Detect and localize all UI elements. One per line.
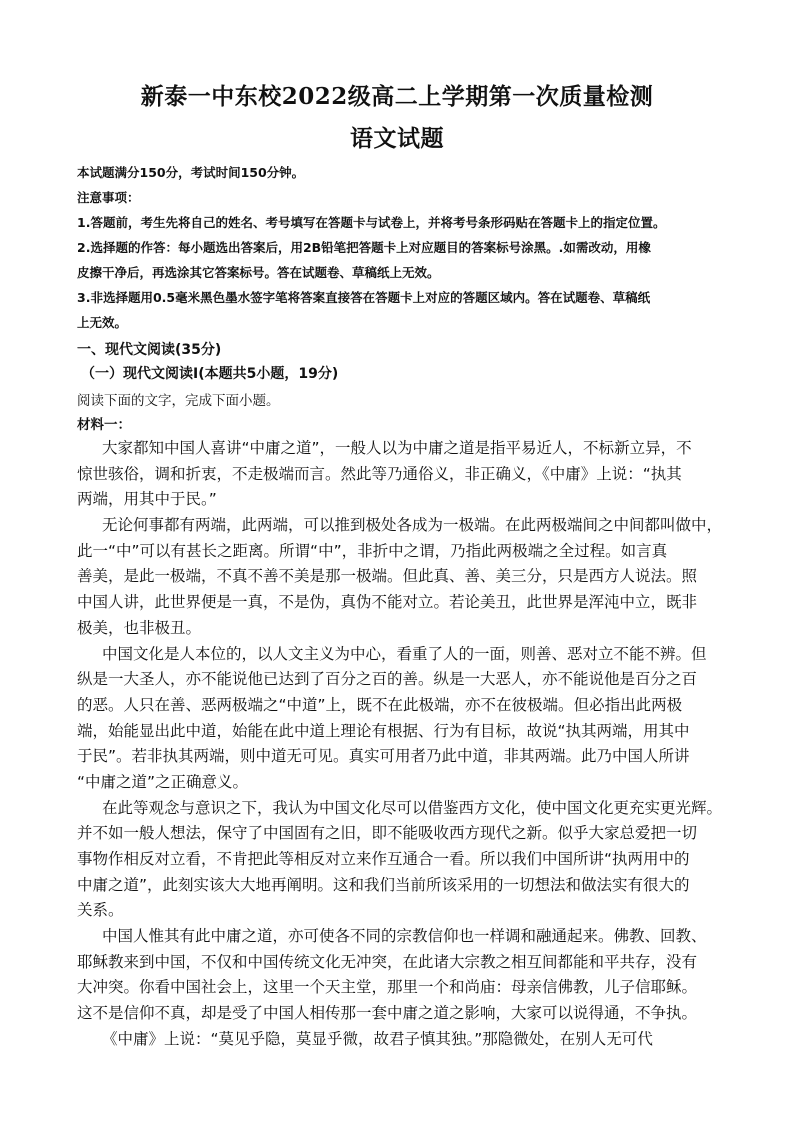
passage-line: 耶稣教来到中国，不仅和中国传统文化无冲突，在此诸大宗教之相互间都能和平共存，没有 <box>77 952 698 971</box>
note-line: 本试题满分150分，考试时间150分钟。 <box>77 165 305 180</box>
subsection-heading: （一）现代文阅读Ⅰ(本题共5小题，19分) <box>81 366 339 382</box>
passage-line: 的恶。人只在善、恶两极端之“中道”上，既不在此极端，亦不在彼极端。但必指出此两极 <box>77 695 683 714</box>
passage-line: 此一“中”可以有甚长之距离。所谓“中”，非折中之谓，乃指此两极端之全过程。如言真 <box>77 541 668 560</box>
note-line: 3.非选择题用0.5毫米黑色墨水签字笔将答案直接答在答题卡上对应的答题区域内。答在试题卷、草稿纸 <box>77 290 651 305</box>
passage-line: 中国人惟其有此中庸之道，亦可使各不同的宗教信仰也一样调和融通起来。佛教、回教、 <box>102 927 707 946</box>
note-line: 1.答题前，考生先将自己的姓名、考号填写在答题卡与试卷上，并将考号条形码贴在答题卡上的指定位置。 <box>77 215 666 230</box>
passage-line: 大家都知中国人喜讲“中庸之道”，一般人以为中庸之道是指平易近人，不标新立异，不 <box>102 439 692 457</box>
exam-subtitle: 语文试题 <box>350 125 444 152</box>
passage-line: “中庸之道”之正确意义。 <box>77 772 249 791</box>
note-line: 皮擦干净后，再选涂其它答案标号。答在试题卷、草稿纸上无效。 <box>77 265 440 280</box>
passage-line: 无论何事都有两端，此两端，可以推到极处各成为一极端。在此两极端间之中间都叫做中， <box>102 516 723 535</box>
passage-line: 并不如一般人想法，保守了中国固有之旧，即不能吸收西方现代之新。似乎大家总爱把一切 <box>77 824 698 843</box>
passage-line: 事物作相反对立看，不肯把此等相反对立来作互通合一看。所以我们中国所讲“执两用中的 <box>77 850 690 868</box>
note-line: 注意事项： <box>77 190 140 205</box>
passage-line: 中庸之道”，此刻实该大大地再阐明。这和我们当前所该采用的一切想法和做法实有很大的 <box>77 875 690 894</box>
passage-line: 中国文化是人本位的，以人文主义为中心，看重了人的一面，则善、恶对立不能不辨。但 <box>102 644 707 663</box>
exam-title: 新泰一中东校2022级高二上学期第一次质量检测 <box>140 83 654 110</box>
passage-line: 关系。 <box>77 901 124 920</box>
section-heading: 一、现代文阅读(35分) <box>77 342 222 358</box>
passage-line: 大冲突。你看中国社会上，这里一个天主堂，那里一个和尚庙：母亲信佛教，儿子信耶稣。 <box>77 978 698 997</box>
reading-passage <box>77 436 725 1053</box>
reading-instruction: 阅读下面的文字，完成下面小题。 <box>77 393 280 409</box>
passage-line: 于民”。若非执其两端，则中道无可见。真实可用者乃此中道，非其两端。此乃中国人所讲 <box>77 747 690 766</box>
material-label: 材料一： <box>77 417 131 433</box>
note-line: 2.选择题的作答：每小题选出答案后，用2B铅笔把答题卡上对应题目的答案标号涂黑。.如需改动，用橡 <box>77 240 651 255</box>
exam-notes <box>77 160 725 335</box>
passage-line: 善美，是此一极端，不真不善不美是那一极端。但此真、善、美三分，只是西方人说法。照 <box>77 567 698 586</box>
passage-line: 端，始能显出此中道，始能在此中道上理论有根据、行为有目标，故说“执其两端，用其中 <box>77 721 690 740</box>
passage-line: 中国人讲，此世界便是一真，不是伪，真伪不能对立。若论美丑，此世界是浑沌中立，既非 <box>77 593 698 612</box>
passage-line: 两端，用其中于民。” <box>77 490 217 509</box>
passage-line: 惊世骇俗，调和折衷，不走极端而言。然此等乃通俗义，非正确义，《中庸》上说：“执其 <box>77 464 682 483</box>
passage-line: 《中庸》上说：“莫见乎隐，莫显乎微，故君子慎其独。”那隐微处，在别人无可代 <box>102 1029 653 1048</box>
passage-line: 极美，也非极丑。 <box>77 618 202 637</box>
passage-line: 这不是信仰不真，却是受了中国人相传那一套中庸之道之影响，大家可以说得通，不争执。 <box>77 1004 698 1023</box>
note-line: 上无效。 <box>77 315 128 330</box>
passage-line: 在此等观念与意识之下，我认为中国文化尽可以借鉴西方文化，使中国文化更充实更光辉。 <box>102 798 723 817</box>
passage-line: 纵是一大圣人，亦不能说他已达到了百分之百的善。纵是一大恶人，亦不能说他是百分之百 <box>77 670 698 689</box>
